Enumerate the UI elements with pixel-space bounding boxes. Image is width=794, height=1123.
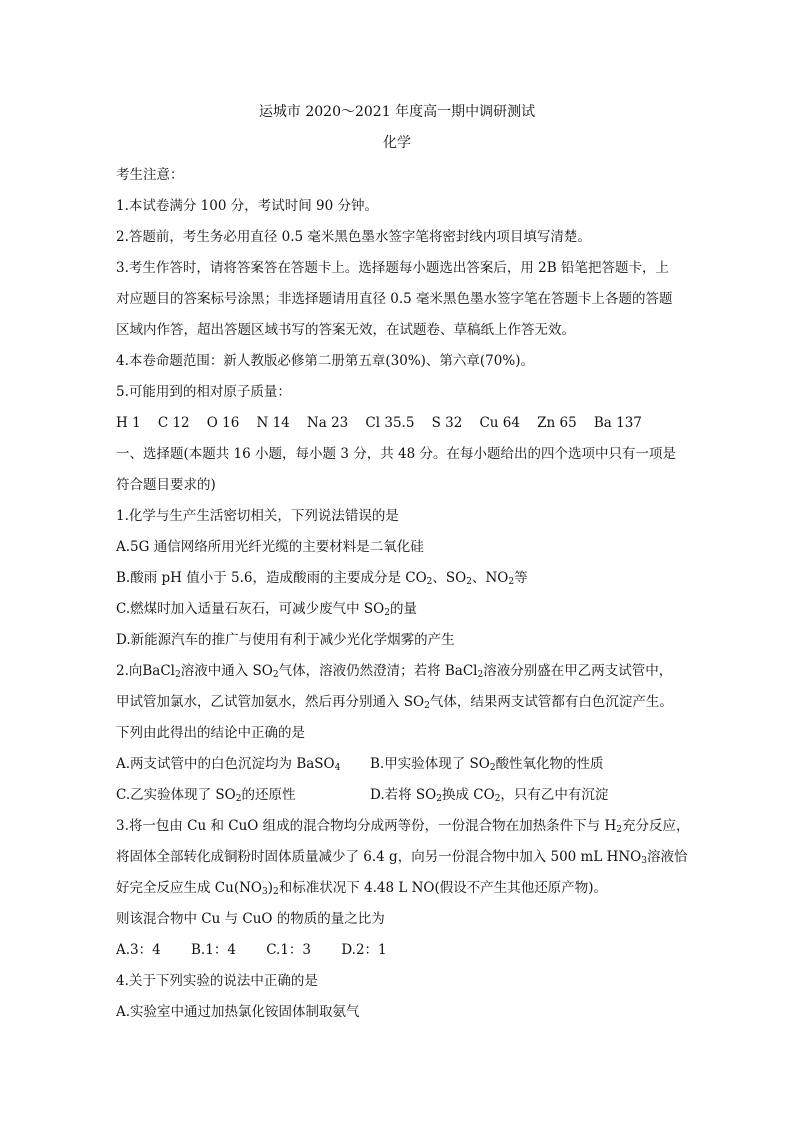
q2-d-text3: ，只有乙中有沉淀 [500, 787, 609, 803]
q1-b-text1: B.酸雨 pH 值小于 5.6，造成酸雨的主要成分是 CO [116, 570, 427, 586]
notice-header: 考生注意： [116, 167, 184, 183]
q3-l3a: 好完全反应生成 Cu(NO [116, 880, 262, 896]
subscript: 3 [261, 887, 268, 897]
subscript: 2 [424, 701, 430, 711]
notice-1: 1.本试卷满分 100 分，考试时间 90 分钟。 [116, 198, 378, 214]
subscript: 2 [436, 794, 442, 804]
q2-option-a [116, 755, 340, 773]
q1-option-a: A.5G 通信网络所用光纤光缆的主要材料是二氧化硅 [116, 539, 424, 555]
q3-stem-2 [116, 848, 688, 866]
subscript: 2 [616, 825, 622, 835]
q2-stem-1 [116, 662, 672, 680]
q1-option-d: D.新能源汽车的推广与使用有利于减少光化学烟雾的产生 [116, 632, 455, 648]
notice-3c: 区域内作答，超出答题区域书写的答案无效，在试题卷、草稿纸上作答无效。 [116, 322, 575, 338]
notice-3b: 对应题目的答案标号涂黑；非选择题请用直径 0.5 毫米黑色墨水签字笔在答题卡上各题的答题 [116, 291, 673, 307]
q2-option-d [370, 786, 608, 804]
q2-option-b [370, 755, 604, 773]
q3-l2b: 溶液恰 [647, 849, 688, 865]
q1-b-text4: 等 [514, 570, 528, 586]
subscript: 2 [272, 670, 279, 680]
q3-stem-3 [116, 879, 607, 897]
q1-b-text2: 、SO [432, 570, 467, 586]
notice-3a: 3.考生作答时，请将答案答在答题卡上。选择题每小题选出答案后，用 2B 铅笔把答题卡，上 [116, 260, 669, 276]
q4-stem: 4.关于下列实验的说法中正确的是 [116, 973, 318, 989]
q3-l1b: 充分反应， [621, 818, 690, 834]
subscript: 2 [508, 577, 515, 587]
q4-option-a: A.实验室中通过加热氯化铵固体制取氨气 [116, 1004, 360, 1020]
q2-l1d: 溶液分别盛在甲乙两支试管中， [483, 663, 673, 679]
q1-stem: 1.化学与生产生活密切相关，下列说法错误的是 [116, 508, 399, 524]
q3-option-d: D.2：1 [341, 942, 387, 958]
q3-stem-4: 则该混合物中 Cu 与 CuO 的物质的量之比为 [116, 911, 385, 927]
q2-l2b: 气体，结果两支试管都有白色沉淀产生。 [429, 694, 673, 710]
q2-option-c [116, 786, 295, 804]
subscript: 2 [384, 608, 390, 618]
subscript: 4 [334, 763, 341, 773]
subscript: 2 [426, 577, 433, 587]
subscript: 2 [272, 887, 279, 897]
q2-l1c: 气体，溶液仍然澄清；若将 BaCl [278, 663, 478, 679]
q2-stem-3: 下列由此得出的结论中正确的是 [116, 725, 305, 741]
q2-d-text1: D.若将 SO [370, 787, 437, 803]
q2-stem-2 [116, 693, 673, 711]
subscript: 2 [489, 763, 496, 773]
notice-2: 2.答题前，考生务必用直径 0.5 毫米黑色墨水签字笔将密封线内项目填写清楚。 [116, 229, 591, 245]
section-heading-b: 符合题目要求的) [116, 477, 216, 493]
q1-option-b [116, 569, 528, 587]
atomic-masses: H 1 C 12 O 16 N 14 Na 23 Cl 35.5 S 32 Cu 64 Zn 65 Ba 137 [116, 415, 642, 431]
q1-option-c [116, 600, 417, 618]
subscript: 2 [494, 794, 501, 804]
q2-c-text2: 的还原性 [241, 787, 296, 803]
q2-b-text1: B.甲实验体现了 SO [370, 756, 490, 772]
q3-l3c: 和标准状况下 4.48 L NO(假设不产生其他还原产物)。 [278, 880, 608, 896]
notice-4: 4.本卷命题范围：新人教版必修第二册第五章(30%)、第六章(70%)。 [116, 353, 534, 369]
subscript: 2 [235, 794, 242, 804]
section-heading-a: 一、选择题(本题共 16 小题，每小题 3 分，共 48 分。在每小题给出的四个选项中只有一项是 [116, 446, 676, 462]
q3-option-b: B.1：4 [191, 942, 236, 958]
exam-title: 运城市 2020～2021 年度高一期中调研测试 [258, 104, 536, 120]
q1-b-text3: 、NO [471, 570, 509, 586]
subject-title: 化学 [383, 135, 411, 151]
subscript: 2 [175, 670, 181, 680]
subscript: 3 [641, 856, 647, 866]
q2-l1b: 溶液中通入 SO [180, 663, 273, 679]
q2-l2a: 甲试管加氯水，乙试管加氨水，然后再分别通入 SO [116, 694, 425, 710]
q3-option-c: C.1：3 [266, 942, 312, 958]
subscript: 2 [466, 577, 472, 587]
q2-c-text1: C.乙实验体现了 SO [116, 787, 236, 803]
q2-b-text2: 酸性氧化物的性质 [495, 756, 604, 772]
subscript: 2 [477, 670, 484, 680]
q3-l3b: ) [267, 880, 273, 896]
q3-l2a: 将固体全部转化成铜粉时固体质量减少了 6.4 g，向另一份混合物中加入 500 mL HNO [116, 849, 642, 865]
q1-c-text2: 的量 [389, 601, 417, 617]
notice-5: 5.可能用到的相对原子质量： [116, 384, 291, 400]
q3-options [116, 941, 413, 959]
q3-option-a: A.3：4 [116, 942, 161, 958]
q2-l1a: 2.向BaCl [116, 663, 175, 679]
q2-a-text: A.两支试管中的白色沉淀均为 BaSO [116, 756, 335, 772]
q3-l1a: 3.将一包由 Cu 和 CuO 组成的混合物均分成两等份，一份混合物在加热条件下与 H [116, 818, 617, 834]
q3-stem-1 [116, 817, 689, 835]
q1-c-text1: C.燃煤时加入适量石灰石，可减少废气中 SO [116, 601, 385, 617]
q2-d-text2: 换成 CO [441, 787, 495, 803]
